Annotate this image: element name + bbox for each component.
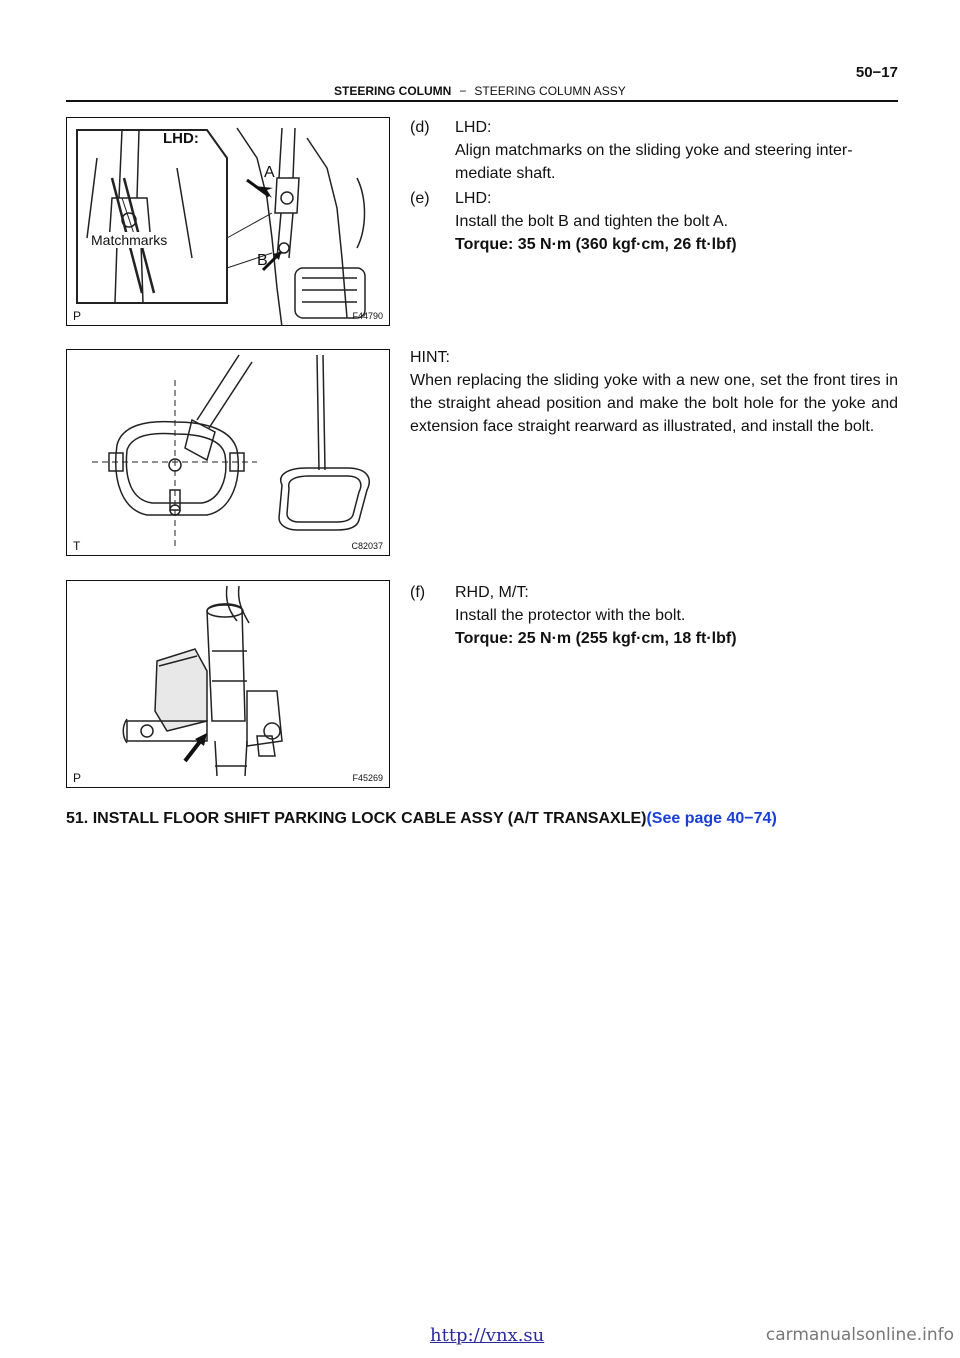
label-b: B [257,252,268,269]
figure-code: F45269 [352,773,383,783]
subsection-name: STEERING COLUMN ASSY [474,84,626,98]
step-f-label: (f) [410,584,426,601]
figure-sliding-yoke [66,349,390,556]
step-f [410,581,898,650]
step-d-title: LHD: [455,119,492,136]
step-f-block [410,581,898,650]
operation-51 [66,810,777,828]
step-d-label: (d) [410,119,430,136]
see-page-link[interactable]: (See page 40−74) [646,810,777,827]
watermark-link[interactable]: http://vnx.su [430,1325,545,1346]
section-separator: − [459,84,467,98]
matchmarks-label: Matchmarks [91,232,168,248]
page-number: 50−17 [855,64,898,81]
figure-1-illustration [67,118,390,326]
step-e-label: (e) [410,190,430,207]
hint-block [410,346,898,438]
figure-letter: T [73,539,81,553]
section-name: STEERING COLUMN [334,84,452,98]
figure-protector [66,580,390,788]
page-header [66,64,898,102]
figure-2-illustration [67,350,390,556]
step-e-torque: Torque: 35 N·m (360 kgf·cm, 26 ft·lbf) [455,236,737,253]
figure-code: F44790 [352,311,383,321]
step-f-torque: Torque: 25 N·m (255 kgf·cm, 18 ft·lbf) [455,630,737,647]
watermark-site: carmanualsonline.info [765,1325,954,1345]
hint-title: HINT: [410,349,450,366]
steps-d-e [410,116,898,256]
step-f-title: RHD, M/T: [455,584,529,601]
step-d [410,116,898,185]
figure-letter: P [73,309,82,323]
hint-body: When replacing the sliding yoke with a new one, set the front tires in the straight ahead position and make the bolt hole for the yoke and extension face straight rearward as illustrated, and install the bolt. [410,372,898,435]
figure-steering-shaft-lhd [66,117,390,326]
label-a: A [264,164,275,181]
operation-text: 51. INSTALL FLOOR SHIFT PARKING LOCK CABLE ASSY (A/T TRANSAXLE) [66,810,647,827]
figure-3-illustration [67,581,390,788]
step-f-body: Install the protector with the bolt. [455,607,686,624]
section-title [334,84,626,98]
lhd-label: LHD: [163,130,199,147]
step-e-title: LHD: [455,190,492,207]
figure-code: C82037 [351,541,383,551]
figure-letter: P [73,771,82,785]
step-d-body: Align matchmarks on the sliding yoke and steering inter-mediate shaft. [455,142,853,182]
step-e [410,187,898,256]
header-rule [66,100,898,102]
step-e-body: Install the bolt B and tighten the bolt A. [455,213,729,230]
